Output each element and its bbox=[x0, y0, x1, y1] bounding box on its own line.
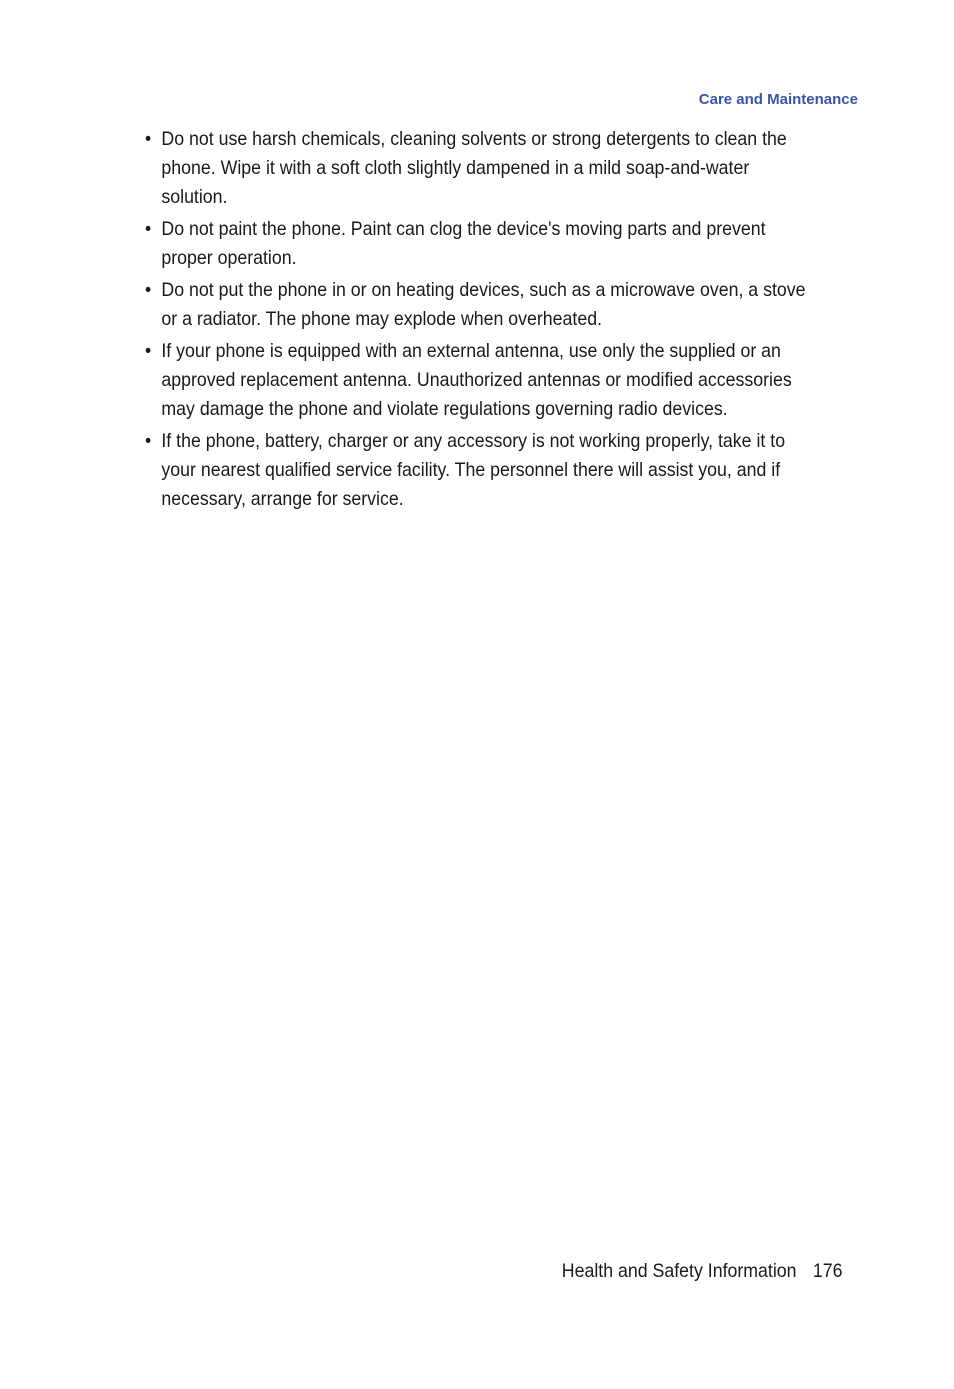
bullet-dot: • bbox=[145, 430, 152, 452]
bullet-dot: • bbox=[145, 279, 152, 301]
bullet-text: Do not put the phone in or on heating devices, such as a microwave oven, a stove or a radiator. The phone may explode when overheated. bbox=[161, 279, 806, 330]
bullet-text: Do not paint the phone. Paint can clog the device's moving parts and prevent proper operation. bbox=[161, 218, 766, 269]
bullet-item-heating bbox=[145, 276, 809, 334]
bullet-dot: • bbox=[145, 128, 152, 150]
footer-chapter-title: Health and Safety Information bbox=[562, 1260, 798, 1282]
care-bullet-list bbox=[145, 125, 857, 517]
bullet-text: Do not use harsh chemicals, cleaning solvents or strong detergents to clean the phone. Wipe it with a soft cloth slightly dampened in a mild soap-and-water solution. bbox=[161, 128, 787, 208]
page-number: 176 bbox=[813, 1260, 843, 1282]
bullet-item-paint bbox=[145, 215, 809, 273]
bullet-item-chemicals bbox=[145, 125, 809, 212]
bullet-text: If your phone is equipped with an external antenna, use only the supplied or an approved replacement antenna. Unauthorized antennas or modified accessories may damage the phone and violate regulations governing radio devices. bbox=[161, 340, 792, 420]
bullet-item-service bbox=[145, 427, 809, 514]
bullet-dot: • bbox=[145, 218, 152, 240]
running-head-section-title: Care and Maintenance bbox=[698, 91, 858, 108]
page-footer bbox=[562, 1260, 843, 1283]
bullet-item-antenna bbox=[145, 337, 809, 424]
bullet-dot: • bbox=[145, 340, 152, 362]
bullet-text: If the phone, battery, charger or any accessory is not working properly, take it to your nearest qualified service facility. The personnel there will assist you, and if necessary, arrange for service. bbox=[161, 430, 786, 510]
